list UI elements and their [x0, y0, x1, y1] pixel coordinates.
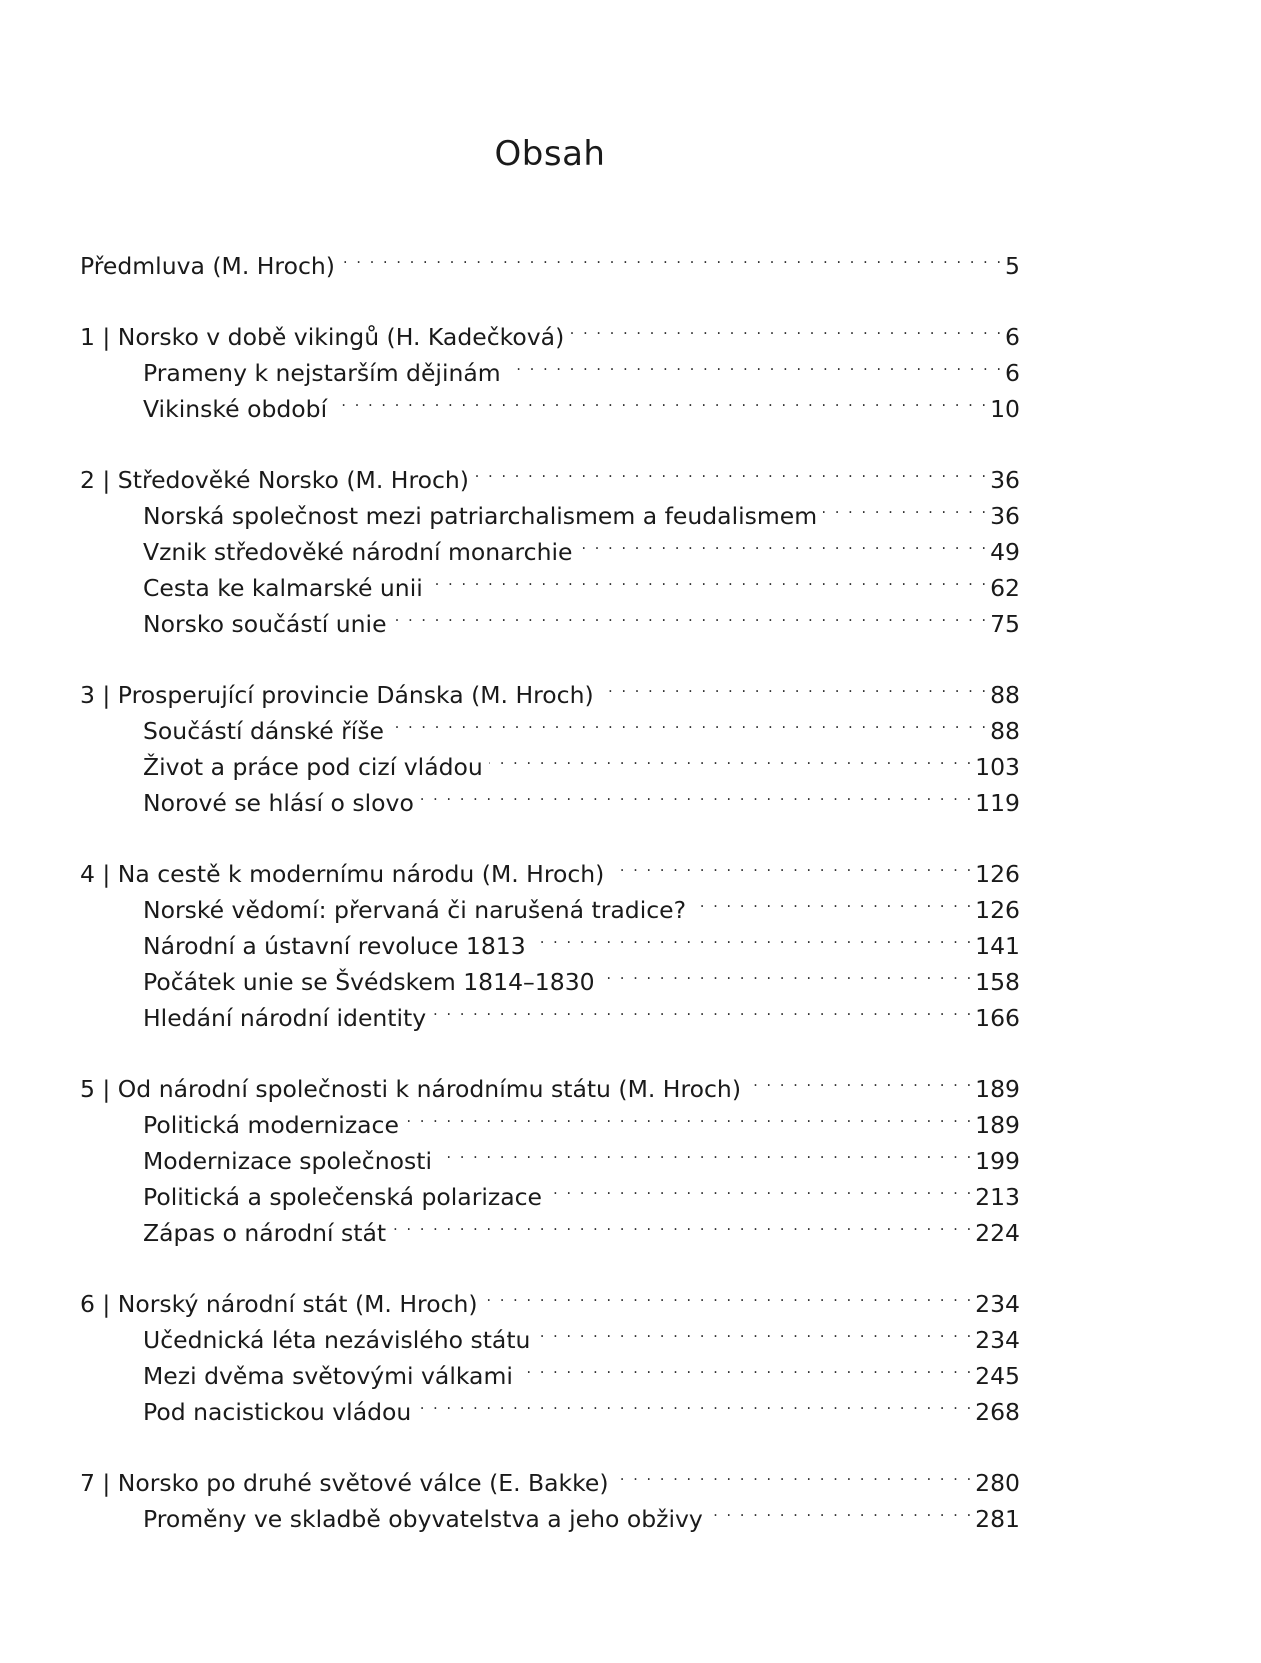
page-number: 280 [975, 1469, 1020, 1497]
dot-leader [600, 667, 988, 703]
dot-leader [392, 1205, 973, 1241]
subentry-title: Proměny ve skladbě obyvatelstva a jeho obživy [143, 1505, 703, 1533]
toc-section [80, 452, 1020, 638]
subentry-title: Norské vědomí: přervaná či narušená tradice? [143, 896, 687, 924]
dot-leader [615, 1455, 974, 1491]
page-number: 213 [975, 1183, 1020, 1211]
subentry-title: Národní a ústavní revoluce 1813 [143, 932, 526, 960]
page-number: 224 [975, 1219, 1020, 1247]
dot-leader [432, 990, 973, 1026]
page-number: 103 [975, 753, 1020, 781]
dot-leader [475, 452, 988, 488]
toc-chapter-entry [80, 452, 1020, 494]
subentry-title: Hledání národní identity [143, 1004, 427, 1032]
chapter-title: 5 | Od národní společnosti k národnímu státu (M. Hroch) [80, 1075, 741, 1103]
subentry-title: Učednická léta nezávislého státu [143, 1326, 531, 1354]
page-number: 126 [975, 860, 1020, 888]
dot-leader [709, 1491, 973, 1527]
subentry-title: Mezi dvěma světovými válkami [143, 1362, 513, 1390]
subentry-title: Cesta ke kalmarské unii [143, 574, 423, 602]
subentry-title: Život a práce pod cizí vládou [143, 753, 483, 781]
dot-leader [692, 882, 973, 918]
page-number: 166 [975, 1004, 1020, 1032]
page-number: 281 [975, 1505, 1020, 1533]
toc-section [80, 309, 1020, 423]
chapter-title: 6 | Norský národní stát (M. Hroch) [80, 1290, 478, 1318]
page-number: 245 [975, 1362, 1020, 1390]
dot-leader [570, 309, 1003, 345]
page-number: 234 [975, 1326, 1020, 1354]
dot-leader [341, 238, 1003, 274]
toc-section [80, 1276, 1020, 1426]
dot-leader [405, 1097, 973, 1133]
page-number: 88 [990, 681, 1020, 709]
subentry-title: Norsko součástí unie [143, 610, 387, 638]
page-number: 36 [990, 466, 1020, 494]
dot-leader [393, 596, 989, 632]
subentry-title: Norská společnost mezi patriarchalismem a feudalismem [143, 502, 818, 530]
page-number: 126 [975, 896, 1020, 924]
page-number: 141 [975, 932, 1020, 960]
subentry-title: Součástí dánské říše [143, 717, 385, 745]
subentry-title: Počátek unie se Švédskem 1814–1830 [143, 968, 595, 996]
toc-section [80, 1455, 1020, 1533]
dot-leader [333, 381, 988, 417]
dot-leader [601, 954, 974, 990]
chapter-title: 1 | Norsko v době vikingů (H. Kadečková) [80, 323, 565, 351]
subentry-title: Norové se hlásí o slovo [143, 789, 414, 817]
dot-leader [390, 703, 988, 739]
toc-section [80, 238, 1020, 280]
page-number: 268 [975, 1398, 1020, 1426]
toc-section [80, 1061, 1020, 1247]
toc-section [80, 667, 1020, 817]
subentry-title: Politická a společenská polarizace [143, 1183, 543, 1211]
page-number: 189 [975, 1111, 1020, 1139]
subentry-title: Zápas o národní stát [143, 1219, 387, 1247]
page-number: 158 [975, 968, 1020, 996]
dot-leader [507, 345, 1003, 381]
page-number: 189 [975, 1075, 1020, 1103]
dot-leader [438, 1133, 973, 1169]
chapter-title: 4 | Na cestě k modernímu národu (M. Hroch) [80, 860, 605, 888]
dot-leader [536, 1312, 973, 1348]
dot-leader [429, 560, 988, 596]
page-number: 49 [990, 538, 1020, 566]
toc-chapter-entry [80, 846, 1020, 888]
page-title: Obsah [494, 134, 606, 174]
page-number: 75 [990, 610, 1020, 638]
chapter-title: 2 | Středověké Norsko (M. Hroch) [80, 466, 469, 494]
toc-chapter-entry [80, 238, 1020, 280]
dot-leader [417, 1384, 973, 1420]
toc-chapter-entry [80, 1061, 1020, 1103]
chapter-title: 3 | Prosperující provincie Dánska (M. Hroch) [80, 681, 594, 709]
dot-leader [532, 918, 973, 954]
page-number: 119 [975, 789, 1020, 817]
toc-section [80, 846, 1020, 1032]
table-of-contents [80, 238, 1020, 1562]
toc-chapter-entry [80, 309, 1020, 351]
subentry-title: Vikinské období [143, 395, 328, 423]
page-number: 6 [1005, 323, 1020, 351]
page-number: 234 [975, 1290, 1020, 1318]
page-number: 62 [990, 574, 1020, 602]
dot-leader [484, 1276, 974, 1312]
page-number: 5 [1005, 252, 1020, 280]
dot-leader [420, 775, 973, 811]
dot-leader [823, 488, 988, 524]
page-number: 88 [990, 717, 1020, 745]
subentry-title: Politická modernizace [143, 1111, 399, 1139]
chapter-title: Předmluva (M. Hroch) [80, 252, 335, 280]
subentry-title: Prameny k nejstarším dějinám [143, 359, 501, 387]
chapter-title: 7 | Norsko po druhé světové válce (E. Bakke) [80, 1469, 609, 1497]
page-number: 199 [975, 1147, 1020, 1175]
dot-leader [747, 1061, 973, 1097]
subentry-title: Pod nacistickou vládou [143, 1398, 412, 1426]
subentry-title: Modernizace společnosti [143, 1147, 432, 1175]
toc-chapter-entry [80, 667, 1020, 709]
subentry-title: Vznik středověké národní monarchie [143, 538, 573, 566]
page-number: 36 [990, 502, 1020, 530]
toc-chapter-entry [80, 1276, 1020, 1318]
dot-leader [578, 524, 988, 560]
dot-leader [519, 1348, 973, 1384]
dot-leader [610, 846, 973, 882]
page-number: 10 [990, 395, 1020, 423]
toc-chapter-entry [80, 1455, 1020, 1497]
dot-leader [548, 1169, 973, 1205]
page-number: 6 [1005, 359, 1020, 387]
dot-leader [489, 739, 973, 775]
